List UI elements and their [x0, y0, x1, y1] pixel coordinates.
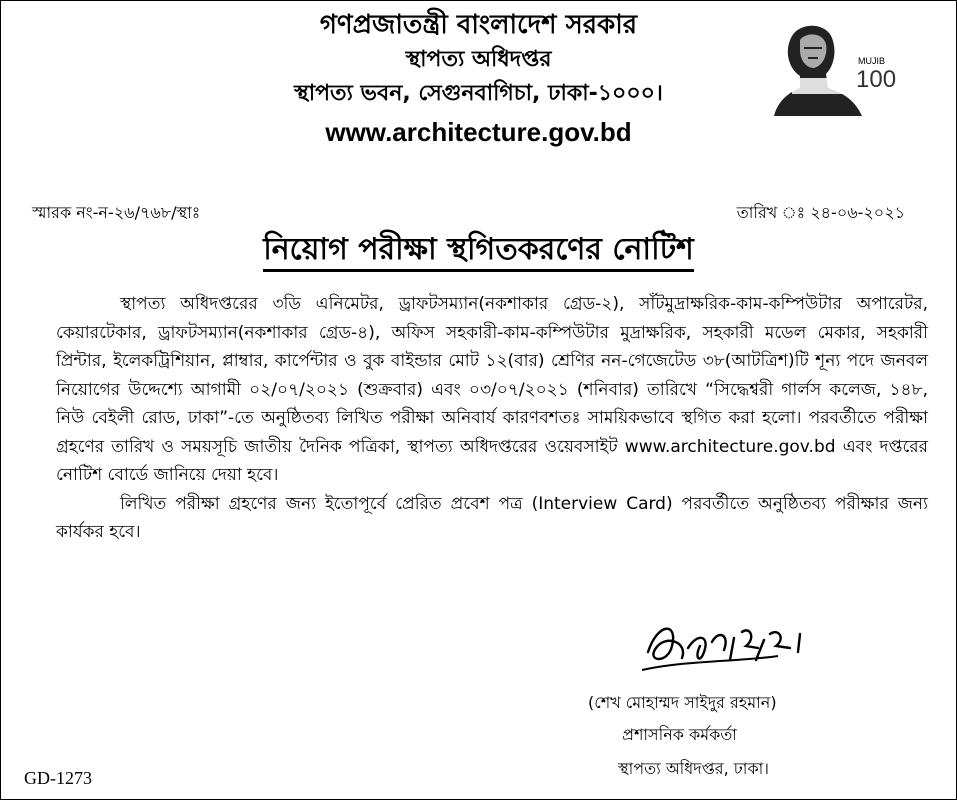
- notice-title-text: নিয়োগ পরীক্ষা স্থগিতকরণের নোটিশ: [263, 232, 694, 272]
- notice-title: [0, 230, 957, 270]
- website-url: www.architecture.gov.bd: [325, 117, 632, 147]
- logo-label: MUJIB: [858, 56, 885, 66]
- signatory-office: স্থাপত্য অধিদপ্তর, ঢাকা।: [618, 759, 769, 778]
- body-paragraph-1: স্থাপত্য অধিদপ্তরের ৩ডি এনিমেটর, ড্রাফটসম্যান(নকশাকার গ্রেড-২), সাঁটমুদ্রাক্ষরিক-কাম-কম্পিউটার অপারেটর, কেয়ারটেকার, ড্রাফটসম্যান(নকশাকার গ্রেড-৪), অফিস সহকারী-কাম-কম্পিউটার মুদ্রাক্ষরিক, সহকারী মডেল মেকার, সহকারী প্রিন্টার, ইলেকট্রিশিয়ান, প্লাম্বার, কার্পেন্টার ও বুক বাইন্ডার মোট ১২(বার) শ্রেণির নন-গেজেটেড ৩৮(আটত্রিশ)টি শূন্য পদে জনবল নিয়োগের উদ্দেশ্যে আগামী ০২/০৭/২০২১ (শুক্রবার) এবং ০৩/০৭/২০২১ (শনিবার) তারিখে “সিদ্ধেশ্বরী গার্লস কলেজ, ১৪৮, নিউ বেইলী রোড, ঢাকা”-তে অনুষ্ঠিতব্য লিখিত পরীক্ষা অনিবার্য কারণবশতঃ সাময়িকভাবে স্থগিত করা হলো। পরবর্তীতে পরীক্ষা গ্রহণের তারিখ ও সময়সূচি জাতীয় দৈনিক পত্রিকা, স্থাপত্য অধিদপ্তরের ওয়েবসাইট www.architecture.gov.bd এবং দপ্তরের নোটিশ বোর্ডে জানিয়ে দেয়া হবে।: [56, 294, 928, 485]
- memo-date: তারিখ ঃ ২৪-০৬-২০২১: [736, 203, 905, 222]
- signatory-designation: প্রশাসনিক কর্মকর্তা: [622, 725, 737, 744]
- office-address: স্থাপত্য ভবন, সেগুনবাগিচা, ঢাকা-১০০০।: [294, 81, 663, 106]
- notice-body: [56, 290, 928, 547]
- department-name: স্থাপত্য অধিদপ্তর: [405, 47, 552, 72]
- signatory-name: (শেখ মোহাম্মদ সাইদুর রহমান): [588, 693, 777, 712]
- memo-reference: স্মারক নং-ন-২৬/৭৬৮/স্থাঃ: [32, 203, 201, 222]
- handwritten-signature: [638, 612, 828, 686]
- government-name: গণপ্রজাতন্ত্রী বাংলাদেশ সরকার: [319, 10, 638, 40]
- logo-number: 100: [856, 66, 897, 93]
- body-paragraph-2: লিখিত পরীক্ষা গ্রহণের জন্য ইতোপূর্বে প্রেরিত প্রবেশ পত্র (Interview Card) পরবর্তীতে অনুষ্ঠিতব্য পরীক্ষার জন্য কার্যকর হবে।: [56, 493, 928, 542]
- gd-code: GD-1273: [24, 768, 92, 788]
